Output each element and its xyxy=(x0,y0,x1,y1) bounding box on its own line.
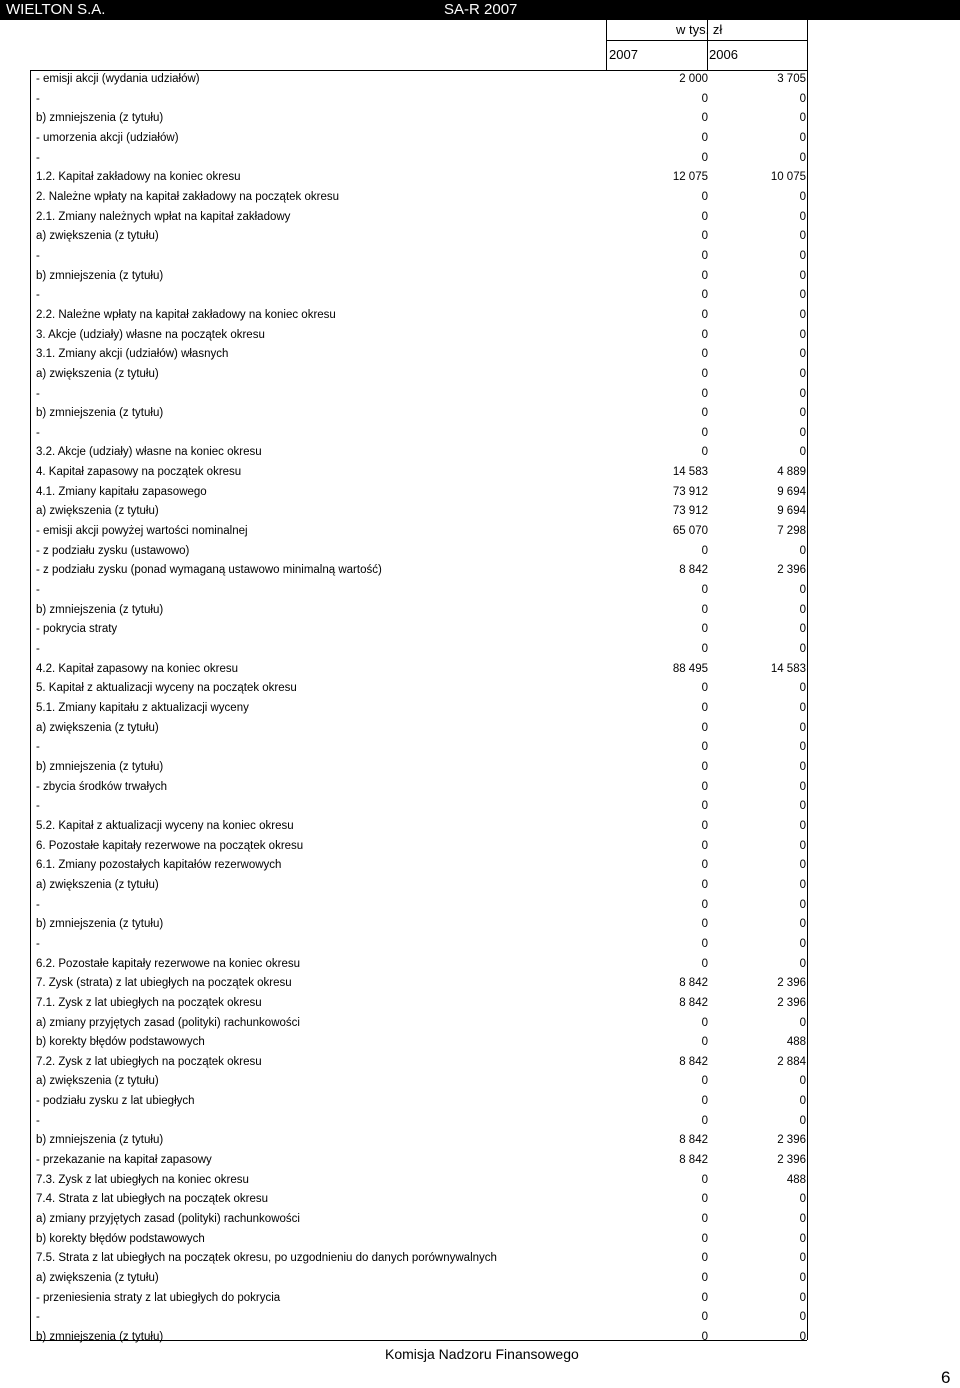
value-2006: 3 705 xyxy=(777,73,806,85)
table-row xyxy=(30,974,808,994)
value-2007: 0 xyxy=(701,387,708,400)
table-row xyxy=(30,856,808,876)
table-row xyxy=(30,679,808,699)
table-row xyxy=(30,463,808,483)
row-label: - zbycia środków trwałych xyxy=(36,780,168,793)
value-2007: 0 xyxy=(701,190,708,203)
value-2006: 0 xyxy=(799,151,806,164)
row-label: 7.2. Zysk z lat ubiegłych na początek okresu xyxy=(36,1055,262,1068)
row-label: b) korekty błędów podstawowych xyxy=(36,1036,205,1049)
row-label: a) zwiększenia (z tytułu) xyxy=(36,505,159,518)
value-2007: 0 xyxy=(701,131,708,144)
value-2006: 0 xyxy=(799,1232,806,1245)
value-2007: 0 xyxy=(701,1252,708,1265)
row-label: 3.2. Akcje (udziały) własne na koniec okresu xyxy=(36,446,262,459)
value-2006: 2 396 xyxy=(777,1134,806,1147)
table-row xyxy=(30,935,808,955)
value-2007: 0 xyxy=(701,1016,708,1029)
value-2007: 0 xyxy=(701,151,708,164)
value-2006: 2 396 xyxy=(777,1154,806,1167)
value-2007: 0 xyxy=(701,1193,708,1206)
row-label: 4.2. Kapitał zapasowy na koniec okresu xyxy=(36,662,239,675)
table-row xyxy=(30,70,808,90)
value-2006: 0 xyxy=(799,819,806,832)
row-label: - pokrycia straty xyxy=(36,623,118,636)
value-2006: 2 396 xyxy=(777,564,806,577)
table-row xyxy=(30,168,808,188)
value-2007: 8 842 xyxy=(679,977,708,990)
table-row xyxy=(30,758,808,778)
value-2007: 8 842 xyxy=(679,1134,708,1147)
row-label: a) zwiększenia (z tytułu) xyxy=(36,1075,159,1088)
row-label: 1.2. Kapitał zakładowy na koniec okresu xyxy=(36,171,241,184)
table-row xyxy=(30,385,808,405)
table-row xyxy=(30,404,808,424)
table-row xyxy=(30,443,808,463)
value-2007: 2 000 xyxy=(679,73,708,85)
year-header-divider-2 xyxy=(707,20,708,70)
row-label: 5. Kapitał z aktualizacji wyceny na początek okresu xyxy=(36,682,297,695)
value-2006: 0 xyxy=(799,308,806,321)
table-row xyxy=(30,109,808,129)
table-row xyxy=(30,719,808,739)
row-label: - xyxy=(36,426,40,439)
row-label: - przekazanie na kapitał zapasowy xyxy=(36,1154,212,1167)
value-2006: 0 xyxy=(799,721,806,734)
value-2007: 8 842 xyxy=(679,1055,708,1068)
value-2006: 7 298 xyxy=(777,525,806,538)
row-label: a) zwiększenia (z tytułu) xyxy=(36,721,159,734)
value-2007: 0 xyxy=(701,1114,708,1127)
table-row xyxy=(30,1151,808,1171)
value-2007: 0 xyxy=(701,957,708,970)
value-2007: 0 xyxy=(701,760,708,773)
equity-changes-table xyxy=(30,70,808,1348)
table-row xyxy=(30,1092,808,1112)
table-row xyxy=(30,227,808,247)
table-row xyxy=(30,1033,808,1053)
value-2007: 0 xyxy=(701,249,708,262)
table-row xyxy=(30,817,808,837)
report-form-code: SA-R 2007 xyxy=(444,1,518,18)
document-header-bar xyxy=(0,0,960,20)
row-label: - xyxy=(36,249,40,262)
table-row xyxy=(30,1230,808,1250)
value-2007: 0 xyxy=(701,308,708,321)
value-2006: 0 xyxy=(799,1193,806,1206)
table-row xyxy=(30,345,808,365)
value-2007: 0 xyxy=(701,1311,708,1324)
value-2007: 0 xyxy=(701,1036,708,1049)
table-row xyxy=(30,797,808,817)
row-label: - xyxy=(36,800,40,813)
value-2007: 0 xyxy=(701,1173,708,1186)
value-2006: 0 xyxy=(799,1114,806,1127)
value-2007: 0 xyxy=(701,112,708,125)
row-label: - umorzenia akcji (udziałów) xyxy=(36,131,179,144)
row-label: b) zmniejszenia (z tytułu) xyxy=(36,112,164,125)
value-2007: 8 842 xyxy=(679,564,708,577)
value-2006: 0 xyxy=(799,544,806,557)
year-header-rule xyxy=(606,40,807,41)
row-label: - xyxy=(36,387,40,400)
value-2007: 0 xyxy=(701,426,708,439)
value-2006: 0 xyxy=(799,780,806,793)
value-2006: 0 xyxy=(799,918,806,931)
row-label: 3.1. Zmiany akcji (udziałów) własnych xyxy=(36,348,229,361)
table-row xyxy=(30,1112,808,1132)
row-label: 5.2. Kapitał z aktualizacji wyceny na koniec okresu xyxy=(36,819,294,832)
value-2006: 0 xyxy=(799,131,806,144)
value-2006: 0 xyxy=(799,1213,806,1226)
table-row xyxy=(30,955,808,975)
value-2006: 9 694 xyxy=(777,505,806,518)
value-2007: 0 xyxy=(701,643,708,656)
table-row xyxy=(30,129,808,149)
value-2007: 0 xyxy=(701,584,708,597)
row-label: 7.1. Zysk z lat ubiegłych na początek okresu xyxy=(36,996,262,1009)
table-row xyxy=(30,896,808,916)
value-2007: 0 xyxy=(701,1095,708,1108)
row-label: 6. Pozostałe kapitały rezerwowe na początek okresu xyxy=(36,839,304,852)
row-label: a) zmiany przyjętych zasad (polityki) rachunkowości xyxy=(36,1213,300,1226)
table-row xyxy=(30,1171,808,1191)
value-2006: 0 xyxy=(799,702,806,714)
table-row xyxy=(30,90,808,110)
value-2007: 0 xyxy=(701,210,708,223)
value-2007: 0 xyxy=(701,682,708,695)
value-2006: 0 xyxy=(799,289,806,302)
value-2006: 0 xyxy=(799,269,806,282)
value-2006: 0 xyxy=(799,328,806,341)
value-2006: 0 xyxy=(799,603,806,616)
row-label: 4.1. Zmiany kapitału zapasowego xyxy=(36,485,207,498)
value-2007: 65 070 xyxy=(672,525,708,538)
value-2006: 0 xyxy=(799,760,806,773)
row-label: a) zwiększenia (z tytułu) xyxy=(36,230,159,243)
table-row xyxy=(30,1210,808,1230)
value-2007: 0 xyxy=(701,1213,708,1226)
value-2007: 0 xyxy=(701,603,708,616)
table-row xyxy=(30,1328,808,1348)
table-row xyxy=(30,1289,808,1309)
value-2006: 0 xyxy=(799,937,806,950)
row-label: - przeniesienia straty z lat ubiegłych do pokrycia xyxy=(36,1291,281,1304)
value-2007: 0 xyxy=(701,898,708,911)
value-2006: 0 xyxy=(799,446,806,459)
value-2007: 0 xyxy=(701,1232,708,1245)
value-2007: 0 xyxy=(701,819,708,832)
row-label: - xyxy=(36,289,40,302)
table-row xyxy=(30,640,808,660)
value-2007: 73 912 xyxy=(672,505,708,518)
value-2007: 0 xyxy=(701,1272,708,1285)
footer-authority: Komisja Nadzoru Finansowego xyxy=(385,1346,579,1362)
value-2006: 0 xyxy=(799,92,806,105)
year-header-divider xyxy=(606,20,607,70)
table-row xyxy=(30,1308,808,1328)
value-2007: 0 xyxy=(701,623,708,636)
value-2006: 2 396 xyxy=(777,996,806,1009)
value-2007: 0 xyxy=(701,1075,708,1088)
row-label: b) zmniejszenia (z tytułu) xyxy=(36,1331,164,1343)
row-label: 6.1. Zmiany pozostałych kapitałów rezerwowych xyxy=(36,859,282,872)
table-row xyxy=(30,738,808,758)
value-2006: 0 xyxy=(799,190,806,203)
row-label: b) zmniejszenia (z tytułu) xyxy=(36,269,164,282)
row-label: 5.1. Zmiany kapitału z aktualizacji wyceny xyxy=(36,702,249,714)
value-2006: 0 xyxy=(799,112,806,125)
value-2006: 0 xyxy=(799,623,806,636)
row-label: 2.2. Należne wpłaty na kapitał zakładowy na koniec okresu xyxy=(36,308,336,321)
value-2006: 9 694 xyxy=(777,485,806,498)
value-2007: 0 xyxy=(701,780,708,793)
row-label: - z podziału zysku (ustawowo) xyxy=(36,544,190,557)
row-label: - xyxy=(36,937,40,950)
value-2006: 0 xyxy=(799,1311,806,1324)
value-2007: 8 842 xyxy=(679,996,708,1009)
table-row xyxy=(30,1014,808,1034)
value-2006: 14 583 xyxy=(770,662,806,675)
row-label: b) zmniejszenia (z tytułu) xyxy=(36,407,164,420)
row-label: 4. Kapitał zapasowy na początek okresu xyxy=(36,466,242,479)
value-2006: 0 xyxy=(799,210,806,223)
value-2006: 0 xyxy=(799,957,806,970)
company-name: WIELTON S.A. xyxy=(6,1,106,18)
table-row xyxy=(30,188,808,208)
value-2006: 0 xyxy=(799,1095,806,1108)
value-2007: 0 xyxy=(701,367,708,380)
value-2007: 0 xyxy=(701,289,708,302)
value-2006: 0 xyxy=(799,682,806,695)
value-2007: 0 xyxy=(701,702,708,714)
value-2007: 0 xyxy=(701,1291,708,1304)
table-row xyxy=(30,522,808,542)
row-label: - xyxy=(36,92,40,105)
table-row xyxy=(30,994,808,1014)
value-2007: 0 xyxy=(701,878,708,891)
row-label: - xyxy=(36,741,40,754)
row-label: a) zwiększenia (z tytułu) xyxy=(36,1272,159,1285)
table-row xyxy=(30,581,808,601)
value-2006: 2 396 xyxy=(777,977,806,990)
value-2006: 0 xyxy=(799,348,806,361)
value-2006: 0 xyxy=(799,878,806,891)
row-label: 3. Akcje (udziały) własne na początek okresu xyxy=(36,328,265,341)
value-2007: 0 xyxy=(701,741,708,754)
table-row xyxy=(30,620,808,640)
table-row xyxy=(30,837,808,857)
value-2006: 0 xyxy=(799,643,806,656)
table-row xyxy=(30,286,808,306)
table-row xyxy=(30,502,808,522)
year-column-header-previous: 2006 xyxy=(709,47,738,62)
unit-label: w tys. zł xyxy=(676,22,723,37)
row-label: b) zmniejszenia (z tytułu) xyxy=(36,760,164,773)
value-2006: 0 xyxy=(799,1075,806,1088)
row-label: 6.2. Pozostałe kapitały rezerwowe na koniec okresu xyxy=(36,957,301,970)
value-2007: 14 583 xyxy=(672,466,708,479)
value-2006: 0 xyxy=(799,367,806,380)
value-2006: 0 xyxy=(799,407,806,420)
value-2006: 0 xyxy=(799,898,806,911)
value-2007: 0 xyxy=(701,937,708,950)
row-label: 2. Należne wpłaty na kapitał zakładowy na początek okresu xyxy=(36,190,340,203)
value-2007: 12 075 xyxy=(672,171,708,184)
table-row xyxy=(30,326,808,346)
table-row xyxy=(30,561,808,581)
table-row xyxy=(30,542,808,562)
value-2006: 488 xyxy=(786,1036,806,1049)
year-column-header-current: 2007 xyxy=(609,47,638,62)
row-label: - xyxy=(36,898,40,911)
value-2007: 0 xyxy=(701,544,708,557)
row-label: 2.1. Zmiany należnych wpłat na kapitał zakładowy xyxy=(36,210,291,223)
row-label: b) korekty błędów podstawowych xyxy=(36,1232,205,1245)
row-label: - emisji akcji (wydania udziałów) xyxy=(36,73,200,85)
row-label: - emisji akcji powyżej wartości nominalnej xyxy=(36,525,248,538)
value-2007: 0 xyxy=(701,407,708,420)
value-2007: 0 xyxy=(701,918,708,931)
table-row xyxy=(30,778,808,798)
table-row xyxy=(30,1269,808,1289)
row-label: - xyxy=(36,1311,40,1324)
table-row xyxy=(30,267,808,287)
value-2006: 0 xyxy=(799,859,806,872)
table-row xyxy=(30,1131,808,1151)
value-2006: 488 xyxy=(786,1173,806,1186)
value-2007: 0 xyxy=(701,328,708,341)
table-row xyxy=(30,149,808,169)
table-row xyxy=(30,247,808,267)
value-2006: 0 xyxy=(799,839,806,852)
row-label: 7.5. Strata z lat ubiegłych na początek okresu, po uzgodnieniu do danych porównywalnych xyxy=(36,1252,497,1265)
row-label: b) zmniejszenia (z tytułu) xyxy=(36,918,164,931)
table-row xyxy=(30,660,808,680)
table-row xyxy=(30,1249,808,1269)
value-2007: 0 xyxy=(701,839,708,852)
row-label: 7.3. Zysk z lat ubiegłych na koniec okresu xyxy=(36,1173,249,1186)
row-label: a) zwiększenia (z tytułu) xyxy=(36,367,159,380)
table-row xyxy=(30,915,808,935)
row-label: a) zwiększenia (z tytułu) xyxy=(36,878,159,891)
table-row xyxy=(30,365,808,385)
table-row xyxy=(30,1053,808,1073)
row-label: 7. Zysk (strata) z lat ubiegłych na początek okresu xyxy=(36,977,292,990)
value-2006: 0 xyxy=(799,1016,806,1029)
page-number: 6 xyxy=(941,1368,951,1387)
value-2006: 0 xyxy=(799,1252,806,1265)
value-2007: 0 xyxy=(701,721,708,734)
row-label: 7.4. Strata z lat ubiegłych na początek okresu xyxy=(36,1193,269,1206)
table-row xyxy=(30,424,808,444)
row-label: - podziału zysku z lat ubiegłych xyxy=(36,1095,195,1108)
value-2006: 4 889 xyxy=(777,466,806,479)
table-row xyxy=(30,483,808,503)
row-label: - xyxy=(36,643,40,656)
row-label: a) zmiany przyjętych zasad (polityki) rachunkowości xyxy=(36,1016,300,1029)
value-2006: 0 xyxy=(799,741,806,754)
row-label: - z podziału zysku (ponad wymaganą ustawowo minimalną wartość) xyxy=(36,564,382,577)
row-label: b) zmniejszenia (z tytułu) xyxy=(36,603,164,616)
value-2006: 0 xyxy=(799,230,806,243)
value-2006: 2 884 xyxy=(777,1055,806,1068)
value-2006: 0 xyxy=(799,387,806,400)
value-2007: 88 495 xyxy=(672,662,708,675)
row-label: - xyxy=(36,1114,40,1127)
table-row xyxy=(30,208,808,228)
value-2007: 0 xyxy=(701,348,708,361)
value-2007: 0 xyxy=(701,269,708,282)
value-2007: 0 xyxy=(701,92,708,105)
row-label: - xyxy=(36,151,40,164)
table-row xyxy=(30,601,808,621)
table-row xyxy=(30,1190,808,1210)
table-row xyxy=(30,306,808,326)
value-2006: 0 xyxy=(799,1331,806,1343)
value-2006: 0 xyxy=(799,800,806,813)
value-2006: 0 xyxy=(799,249,806,262)
value-2007: 0 xyxy=(701,1331,708,1343)
value-2007: 0 xyxy=(701,859,708,872)
value-2006: 0 xyxy=(799,584,806,597)
row-label: - xyxy=(36,584,40,597)
value-2007: 0 xyxy=(701,446,708,459)
value-2006: 0 xyxy=(799,1291,806,1304)
value-2006: 0 xyxy=(799,426,806,439)
value-2006: 10 075 xyxy=(770,171,806,184)
value-2007: 0 xyxy=(701,800,708,813)
value-2007: 73 912 xyxy=(672,485,708,498)
row-label: b) zmniejszenia (z tytułu) xyxy=(36,1134,164,1147)
value-2006: 0 xyxy=(799,1272,806,1285)
table-row xyxy=(30,699,808,719)
value-2007: 0 xyxy=(701,230,708,243)
table-row xyxy=(30,1072,808,1092)
value-2007: 8 842 xyxy=(679,1154,708,1167)
table-row xyxy=(30,876,808,896)
